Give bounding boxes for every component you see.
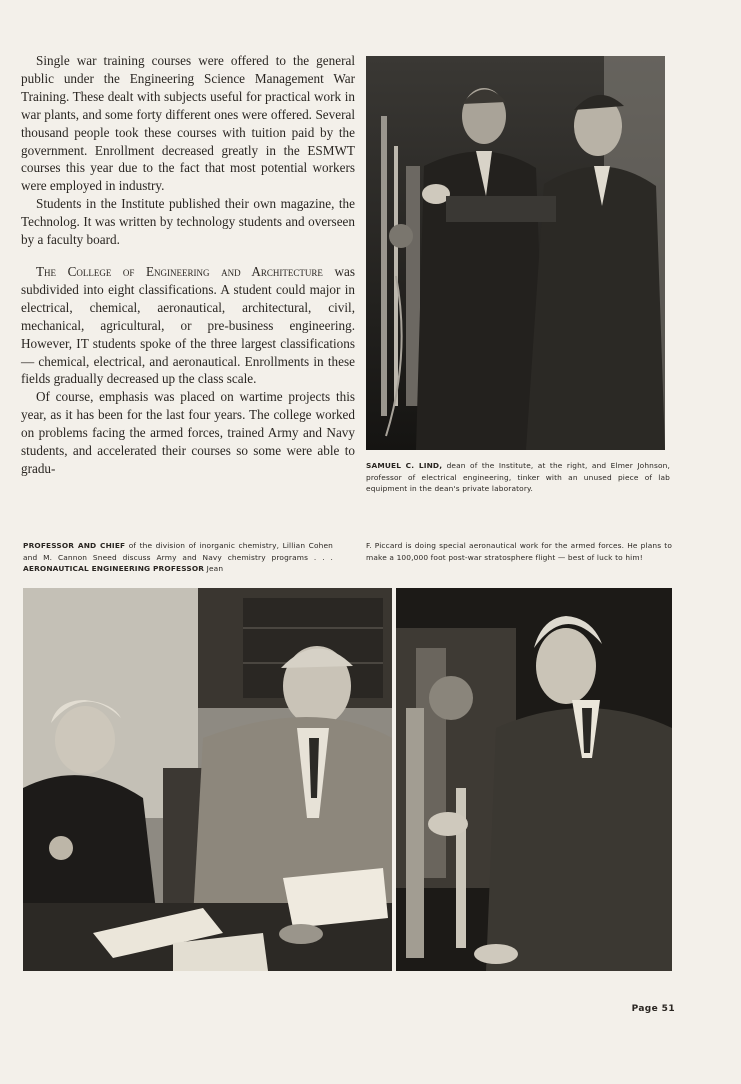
- caption-aero-tail: Jean: [204, 564, 224, 574]
- body-text-column: [21, 52, 355, 478]
- photo-piccard: [396, 588, 672, 971]
- caption-aero-lead: AERONAUTICAL ENGINEERING PROFESSOR: [23, 564, 205, 574]
- college-name: The College of Engineering and Architecture: [36, 263, 323, 279]
- paragraph-wartime: Of course, emphasis was placed on wartime projects this year, as it has been for the last four years. The college worked on problems facing the armed forces, trained Army and Navy students, and accelerated their courses so some were able to gradu-: [21, 389, 355, 476]
- paragraph-technolog: Students in the Institute published their own magazine, the Technolog. It was written by technology students and overseen by a faculty board.: [21, 196, 355, 248]
- paragraph-esmwt: Single war training courses were offered to the general public under the Engineering Science Management War Training. These dealt with subjects useful for practical work in war plants, and some forty different ones were offered. Several thousand people took these courses with tuition paid by the government. Enrollment decreased greatly in the ESMWT courses this year due to the fact that most potential workers were employed in industry.: [21, 53, 355, 194]
- caption-lind-name: SAMUEL C. LIND,: [366, 461, 443, 470]
- caption-lind-johnson: [366, 460, 670, 495]
- photo-cohen-sneed: [23, 588, 392, 971]
- page-number: Page 51: [631, 1004, 675, 1014]
- photo-piccard-image: [396, 588, 672, 971]
- paragraph-college: [21, 263, 355, 388]
- photo-lind-johnson-image: [366, 56, 665, 450]
- caption-piccard-text: F. Piccard is doing special aeronautical work for the armed forces. He plans to make a 100,000 foot post-war stratosphere flight — best of luck to him!: [366, 541, 672, 562]
- caption-cohen-sneed: [23, 540, 333, 575]
- caption-cohen-lead: PROFESSOR AND CHIEF: [23, 541, 126, 550]
- photo-cohen-sneed-image: [23, 588, 392, 971]
- paragraph-college-text: was subdivided into eight classifications. A student could major in electrical, chemical, aeronautical, architectural, civil, mechanical, agricultural, or pre-business engineering. However, IT students spoke of the three largest classifications — chemical, electrical, and aeronautical. Enrollments in these fields gradually decreased up the class scale.: [21, 263, 355, 387]
- caption-piccard: [366, 540, 672, 563]
- caption-lind-text: dean of the Institute, at the right, and Elmer Johnson, professor of electrical engineering, tinker with an unused piece of lab equipment in the dean's private laboratory.: [366, 461, 671, 494]
- caption-cohen-text: of the division of inorganic chemistry, Lillian Cohen and M. Cannon Sneed discuss Army and Navy chemistry programs . . .: [23, 541, 333, 562]
- photo-lind-johnson: [366, 56, 665, 450]
